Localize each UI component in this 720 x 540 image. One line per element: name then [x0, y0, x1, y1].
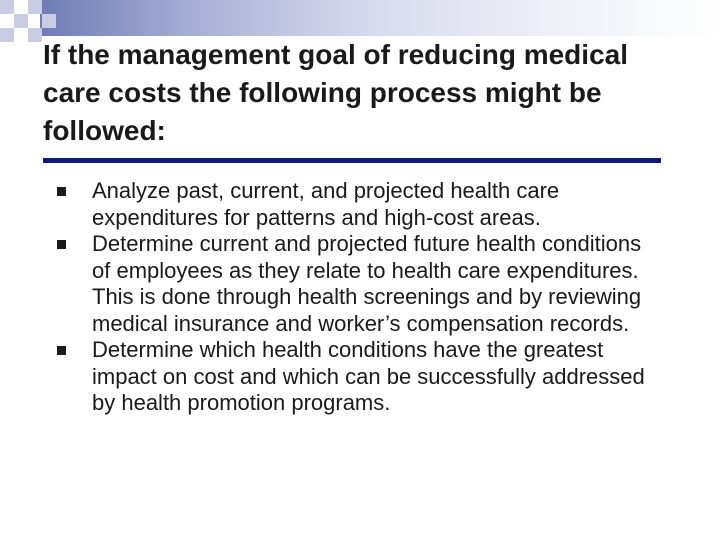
- title-underline: [43, 158, 661, 163]
- checker-square: [14, 14, 28, 28]
- bullet-item: [0, 231, 720, 337]
- checker-square: [28, 28, 42, 42]
- square-bullet-icon: [57, 240, 66, 249]
- bullet-item: [0, 178, 720, 231]
- square-bullet-icon: [57, 346, 66, 355]
- square-bullet-icon: [57, 187, 66, 196]
- bullet-list: [0, 178, 720, 417]
- bullet-text: Determine which health conditions have the greatest impact on cost and which can be successfully addressed by health promotion programs.: [92, 337, 645, 415]
- bullet-item: [0, 337, 720, 417]
- header-gradient-band: [40, 0, 720, 36]
- slide-title: If the management goal of reducing medical care costs the following process might be followed:: [43, 39, 628, 146]
- checker-square: [42, 14, 56, 28]
- bullet-text: Determine current and projected future health conditions of employees as they relate to health care expenditures. This is done through health screenings and by reviewing medical insurance and worker’s compensation records.: [92, 231, 642, 336]
- checker-square: [0, 0, 14, 14]
- checker-square: [28, 0, 42, 14]
- checker-square: [0, 28, 14, 42]
- bullet-text: Analyze past, current, and projected health care expenditures for patterns and high-cost areas.: [92, 178, 560, 230]
